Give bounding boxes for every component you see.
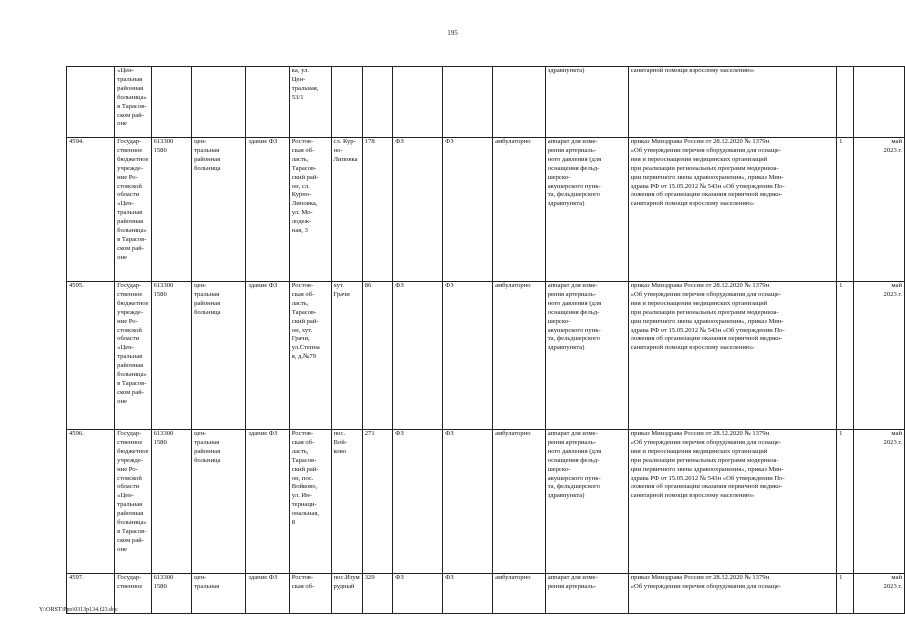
care-conditions-cell: амбулаторно xyxy=(493,574,546,614)
address-cell: Ростов- ская об- ласть, Тарасов- ский рай- он, сл. Курно- Липовка, ул. Мо- лодеж- ная, 3 xyxy=(289,138,331,282)
institution-name-cell: «Цен- тральная районная больница» в Тарасов- ском рай- оне xyxy=(115,67,151,138)
delivery-date-cell: май 2023 г. xyxy=(853,138,904,282)
unit-type-cell: ФЗ xyxy=(393,574,443,614)
institution-name-cell: Государ- ственное бюджетное учрежде- ние Ро- стовской области «Цен- тральная районная больница» в Тарасов- ском рай- оне xyxy=(115,430,151,574)
equipment-name-cell: аппарат для изме- рения артериаль- ного давления (для оснащения фельд- шерско- акушерского пунк- та, фельдшерского здравпункта) xyxy=(545,138,628,282)
building-type-cell: здание ФЗ xyxy=(246,138,289,282)
regulatory-order-cell: приказ Минздрава России от 28.12.2020 № 1379н «Об утверждении перечня оборудования для оснаще- ния и переоснащения медицинских организаций при реализации региональных программ модерниза- ции первичного звена здравоохранения», приказ Мин- здрава РФ от 15.05.2012 № 543н «Об утверждении По- ложения об организации оказания первичной медико- санитарной помощи взрослому населению» xyxy=(628,282,837,430)
address-cell: Ростов- ская об- ласть, Тарасов- ский рай- он, пос. Войково, ул. Ин- тернаци- ональная, 8 xyxy=(289,430,331,574)
unit-subtype-cell: ФЗ xyxy=(443,138,493,282)
equipment-name-cell: здравпункта) xyxy=(545,67,628,138)
table-row xyxy=(67,574,905,614)
row-number-cell: 4597. xyxy=(67,574,115,614)
equipment-name-cell: аппарат для изме- рения артериаль- ного давления (для оснащения фельд- шерско- акушерского пунк- та, фельдшерского здравпункта) xyxy=(545,282,628,430)
population-count-cell: 86 xyxy=(362,282,393,430)
quantity-cell: 1 xyxy=(837,430,854,574)
institution-code-cell: 613300 1580 xyxy=(151,138,192,282)
settlement-cell: сл. Кур- но- Липовка xyxy=(331,138,362,282)
unit-subtype-cell: ФЗ xyxy=(443,574,493,614)
delivery-date-cell: май 2023 г. xyxy=(853,430,904,574)
building-type-cell: здание ФЗ xyxy=(246,574,289,614)
institution-type-cell: цен- тральная районная больница xyxy=(192,430,246,574)
page-number: 195 xyxy=(447,29,458,37)
delivery-date-cell: май 2023 г. xyxy=(853,282,904,430)
quantity-cell: 1 xyxy=(837,574,854,614)
institution-name-cell: Государ- ственное xyxy=(115,574,151,614)
institution-type-cell: цен- тральная районная больница xyxy=(192,138,246,282)
delivery-date-cell xyxy=(853,67,904,138)
row-number-cell: 4595. xyxy=(67,282,115,430)
institution-type-cell xyxy=(192,67,246,138)
regulatory-order-cell: приказ Минздрава России от 28.12.2020 № 1379н «Об утверждении перечня оборудования для оснаще- ния и переоснащения медицинских организаций при реализации региональных программ модерниза- ции первичного звена здравоохранения», приказ Мин- здрава РФ от 15.05.2012 № 543н «Об утверждении По- ложения об организации оказания первичной медико- санитарной помощи взрослому населению» xyxy=(628,430,837,574)
institution-code-cell xyxy=(151,67,192,138)
building-type-cell: здание ФЗ xyxy=(246,430,289,574)
regulatory-order-cell: приказ Минздрава России от 28.12.2020 № 1379н «Об утверждении перечня оборудования для оснаще- xyxy=(628,574,837,614)
population-count-cell: 329 xyxy=(362,574,393,614)
row-number-cell: 4594. xyxy=(67,138,115,282)
regulatory-order-cell: санитарной помощи взрослому населению» xyxy=(628,67,837,138)
delivery-date-cell: май 2023 г. xyxy=(853,574,904,614)
unit-type-cell: ФЗ xyxy=(393,282,443,430)
table-row xyxy=(67,67,905,138)
quantity-cell: 1 xyxy=(837,282,854,430)
building-type-cell: здание ФЗ xyxy=(246,282,289,430)
care-conditions-cell: амбулаторно xyxy=(493,138,546,282)
care-conditions-cell: амбулаторно xyxy=(493,282,546,430)
unit-type-cell: ФЗ xyxy=(393,430,443,574)
population-count-cell: 271 xyxy=(362,430,393,574)
quantity-cell: 1 xyxy=(837,138,854,282)
equipment-name-cell: аппарат для изме- рения артериаль- xyxy=(545,574,628,614)
quantity-cell xyxy=(837,67,854,138)
unit-type-cell: ФЗ xyxy=(393,138,443,282)
row-number-cell: 4596. xyxy=(67,430,115,574)
institution-name-cell: Государ- ственное бюджетное учрежде- ние Ро- стовской области «Цен- тральная районная больница» в Тарасов- ском рай- оне xyxy=(115,138,151,282)
institution-code-cell: 613300 1580 xyxy=(151,430,192,574)
row-number-cell xyxy=(67,67,115,138)
institution-name-cell: Государ- ственное бюджетное учрежде- ние Ро- стовской области «Цен- тральная районная больница» в Тарасов- ском рай- оне xyxy=(115,282,151,430)
institution-code-cell: 613300 1580 xyxy=(151,574,192,614)
unit-type-cell xyxy=(393,67,443,138)
settlement-cell: пос.Изум рудный xyxy=(331,574,362,614)
population-count-cell xyxy=(362,67,393,138)
address-cell: ка, ул. Цен- тральная, 53/1 xyxy=(289,67,331,138)
table-row xyxy=(67,430,905,574)
institution-type-cell: цен- тральная районная больница xyxy=(192,282,246,430)
settlement-cell xyxy=(331,67,362,138)
population-count-cell: 178 xyxy=(362,138,393,282)
table-row xyxy=(67,138,905,282)
building-type-cell xyxy=(246,67,289,138)
settlement-cell: хут. Грачи xyxy=(331,282,362,430)
institution-type-cell: цен- тральная xyxy=(192,574,246,614)
unit-subtype-cell: ФЗ xyxy=(443,430,493,574)
table-row xyxy=(67,282,905,430)
unit-subtype-cell xyxy=(443,67,493,138)
institution-code-cell: 613300 1580 xyxy=(151,282,192,430)
unit-subtype-cell: ФЗ xyxy=(443,282,493,430)
footer-file-path: Y:\ORST\Ppo\0313p134.f23.doc xyxy=(39,607,118,613)
care-conditions-cell xyxy=(493,67,546,138)
equipment-table xyxy=(66,66,905,614)
care-conditions-cell: амбулаторно xyxy=(493,430,546,574)
equipment-name-cell: аппарат для изме- рения артериаль- ного давления (для оснащения фельд- шерско- акушерского пунк- та, фельдшерского здравпункта) xyxy=(545,430,628,574)
address-cell: Ростов- ская об- xyxy=(289,574,331,614)
regulatory-order-cell: приказ Минздрава России от 28.12.2020 № 1379н «Об утверждении перечня оборудования для оснаще- ния и переоснащения медицинских организаций при реализации региональных программ модерниза- ции первичного звена здравоохранения», приказ Мин- здрава РФ от 15.05.2012 № 543н «Об утверждении По- ложения об организации оказания первичной медико- санитарной помощи взрослому населению» xyxy=(628,138,837,282)
address-cell: Ростов- ская об- ласть, Тарасов- ский рай- он, хут. Грачи, ул.Степна я, д.№79 xyxy=(289,282,331,430)
settlement-cell: пос. Вой- ково xyxy=(331,430,362,574)
